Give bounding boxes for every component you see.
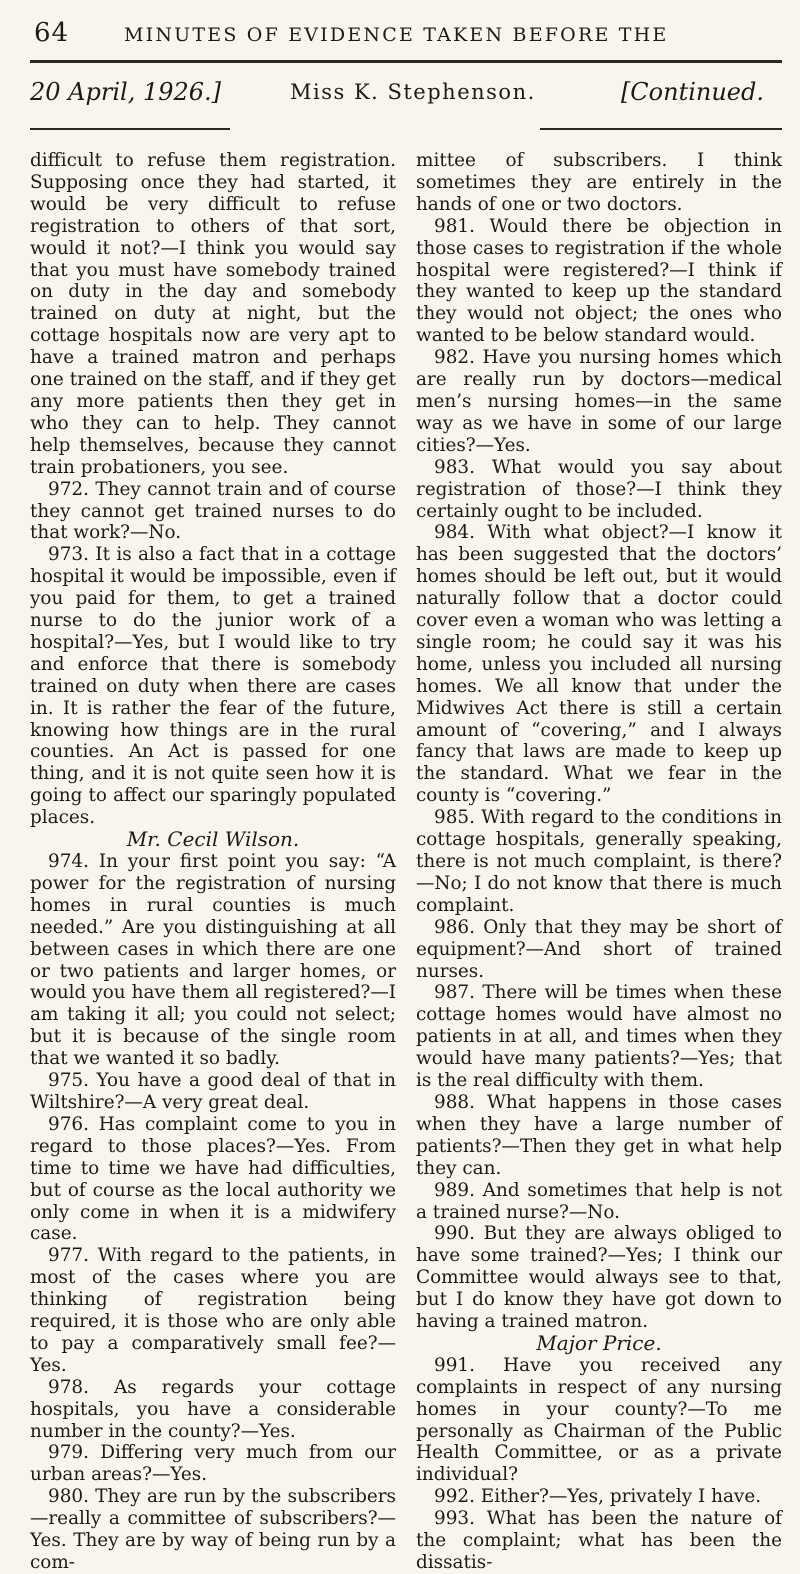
paragraph-975: 975. You have a good deal of that in Wiltshire?—A very great deal. [30, 1070, 396, 1113]
paragraph-977: 977. With regard to the patients, in most of the cases where you are thinking of registration being required, it is those who are only able to pay a comparatively small fee?—Yes. [30, 1245, 396, 1376]
running-title: MINUTES OF EVIDENCE TAKEN BEFORE THE [124, 24, 669, 46]
paragraph-980: 980. They are run by the subscribers—really a committee of subscribers?—Yes. They are by way of being run by a com- [30, 1486, 396, 1573]
page-header [34, 18, 774, 50]
paragraph-989: 989. And sometimes that help is not a trained nurse?—No. [416, 1179, 782, 1223]
sub-rule-right [540, 128, 782, 130]
paragraph-976: 976. Has complaint come to you in regard to those places?—Yes. From time to time we have had difficulties, but of course as the local authority we only come in when it is a midwifery case. [30, 1113, 396, 1245]
paragraph-981: 981. Would there be objection in those cases to registration if the whole hospital were registered?—I think if they wanted to keep up the standard they would not object; the ones who wanted to be below standard would. [416, 215, 782, 347]
left-column [30, 150, 396, 1574]
paragraph-972: 972. They cannot train and of course they cannot get trained nurses to do that work?—No. [30, 478, 396, 544]
paragraph-988: 988. What happens in those cases when they have a large number of patients?—Then they get in what help they can. [416, 1091, 782, 1179]
paragraph: mittee of subscribers. I think sometimes they are entirely in the hands of one or two doctors. [416, 150, 782, 215]
paragraph: difficult to refuse them registration. Supposing once they had started, it would be very difficult to refuse registration to others of that sort, would it not?—I think you would say that you must have somebody trained on duty in the day and somebody trained on duty at night, but the cottage hospitals now are very apt to have a trained matron and perhaps one trained on the staff, and if they get any more patients then they get in who they can to help. They cannot help themselves, because they cannot train probationers, you see. [30, 150, 396, 478]
sub-header [30, 78, 782, 112]
speaker-heading: Mr. Cecil Wilson. [126, 827, 300, 852]
paragraph-978: 978. As regards your cottage hospitals, you have a considerable number in the county?—Yes. [30, 1376, 396, 1442]
paragraph-984: 984. With what object?—I know it has been suggested that the doctors’ homes should be left out, but it would naturally follow that a doctor could cover even a woman who was letting a single room; he could say it was his home, unless you included all nursing homes. We all know that under the Midwives Act there is still a certain amount of “covering,” and I always fancy that laws are made to keep up the standard. What we fear in the county is “covering.” [416, 522, 782, 807]
paragraph-993: 993. What has been the nature of the complaint; what has been the dissatis- [416, 1508, 782, 1573]
session-date: 20 April, 1926.] [30, 78, 222, 106]
paragraph-991: 991. Have you received any complaints in respect of any nursing homes in your county?—To me personally as Chairman of the Public Health Committee, or as a private individual? [416, 1354, 782, 1486]
paragraph-979: 979. Differing very much from our urban areas?—Yes. [30, 1442, 396, 1486]
sub-rule-left [30, 128, 230, 130]
paragraph-992: 992. Either?—Yes, privately I have. [434, 1486, 762, 1508]
paragraph-985: 985. With regard to the conditions in cottage hospitals, generally speaking, there is not much complaint, is there?—No; I do not know that there is much complaint. [416, 807, 782, 916]
right-column [416, 150, 782, 1574]
header-rule [30, 60, 782, 63]
continued-label: [Continued. [620, 78, 764, 106]
speaker-heading: Major Price. [536, 1330, 662, 1355]
paragraph-983: 983. What would you say about registration of those?—I think they certainly ought to be included. [416, 456, 782, 522]
paragraph-986: 986. Only that they may be short of equipment?—And short of trained nurses. [416, 916, 782, 982]
paragraph-973: 973. It is also a fact that in a cottage hospital it would be impossible, even if you paid for them, to get a trained nurse to do the junior work of a hospital?—Yes, but I would like to try and enforce that there is somebody trained on duty when there are cases in. It is rather the fear of the future, knowing how things are in the rural counties. An Act is passed for one thing, and it is not quite seen how it is going to affect our sparingly populated places. [30, 544, 396, 829]
page-number: 64 [34, 18, 70, 48]
paragraph-982: 982. Have you nursing homes which are really run by doctors—medical men’s nursing homes—in the same way as we have in some of our large cities?—Yes. [416, 347, 782, 456]
witness-name: Miss K. Stephenson. [290, 80, 536, 104]
paragraph-974: 974. In your first point you say: “A power for the registration of nursing homes in rural counties is much needed.” Are you distinguishing at all between cases in which there are one or two patients and larger homes, or would you have them all registered?—I am taking it all; you could not select; but it is because of the single room that we wanted it so badly. [30, 851, 396, 1070]
paragraph-990: 990. But they are always obliged to have some trained?—Yes; I think our Committee would always see to that, but I do know they have got down to having a trained matron. [416, 1223, 782, 1333]
paragraph-987: 987. There will be times when these cottage homes would have almost no patients in at all, and times when they would have many patients?—Yes; that is the real difficulty with them. [416, 982, 782, 1092]
